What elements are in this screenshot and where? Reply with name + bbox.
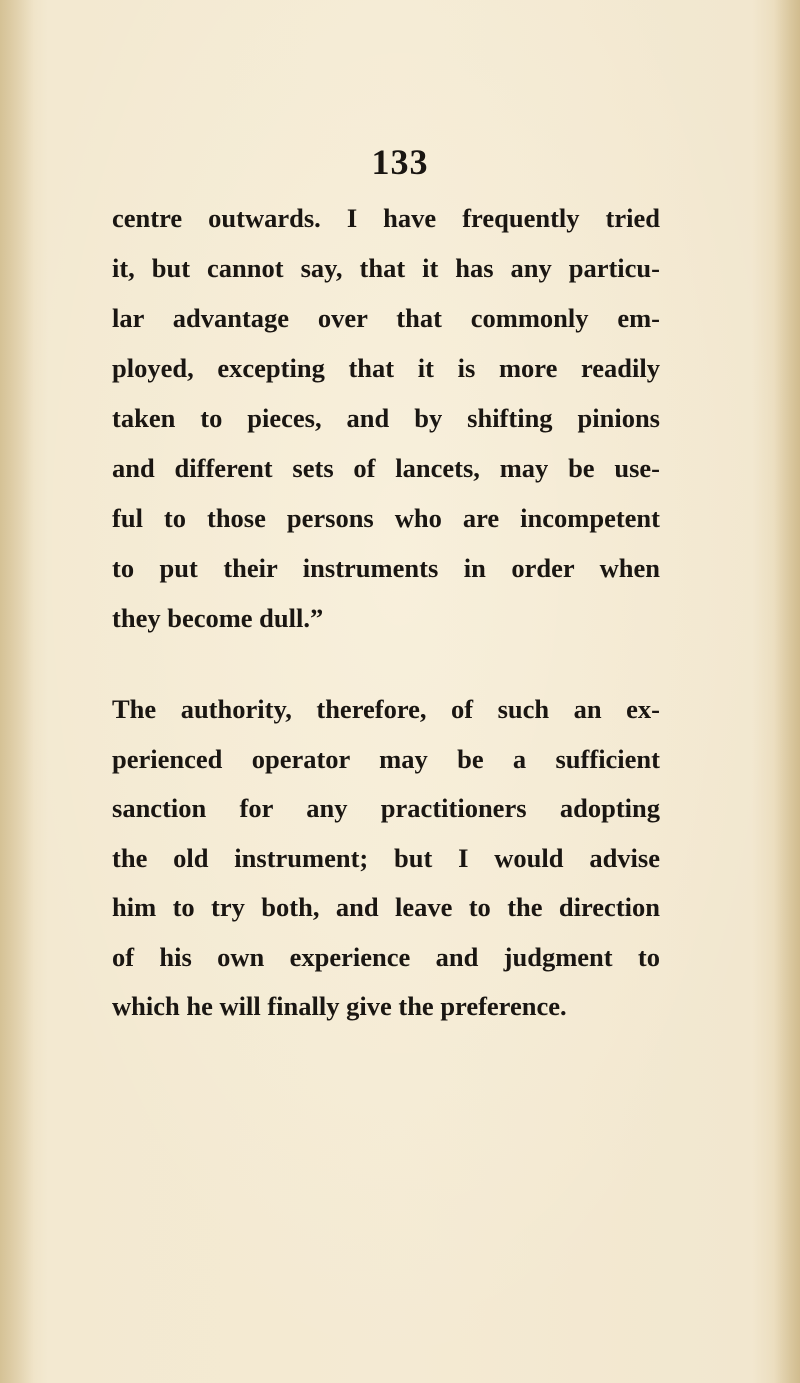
text-line: perienced operator may be a sufficient [112, 743, 660, 774]
text-line: ful to those persons who are incompetent [112, 503, 660, 533]
text-line: sanction for any practitioners adopting [112, 793, 660, 823]
text-line: taken to pieces, and by shifting pinions [112, 403, 660, 433]
page-edge-shadow-right [774, 0, 800, 1383]
text-line: it, but cannot say, that it has any particu- [112, 253, 660, 283]
text-line: him to try both, and leave to the direction [112, 892, 660, 922]
paragraph-gap [112, 643, 660, 685]
text-line: which he will finally give the preference. [112, 991, 567, 1021]
page-edge-shadow-left [0, 0, 34, 1383]
paragraph-1 [112, 193, 660, 643]
text-line: to put their instruments in order when [112, 553, 660, 583]
text-line: ployed, excepting that it is more readily [112, 353, 660, 383]
text-line: lar advantage over that commonly em- [112, 303, 660, 333]
text-line: and different sets of lancets, may be use- [112, 453, 660, 483]
page-number: 133 [371, 142, 429, 182]
text-line: they become dull.” [112, 603, 324, 633]
text-line: centre outwards. I have frequently tried [112, 203, 660, 233]
paragraph-2 [112, 685, 660, 1032]
body-text [112, 193, 660, 1032]
text-line: the old instrument; but I would advise [112, 842, 660, 873]
text-line: The authority, therefore, of such an ex- [112, 694, 660, 724]
text-line: of his own experience and judgment to [112, 941, 660, 972]
